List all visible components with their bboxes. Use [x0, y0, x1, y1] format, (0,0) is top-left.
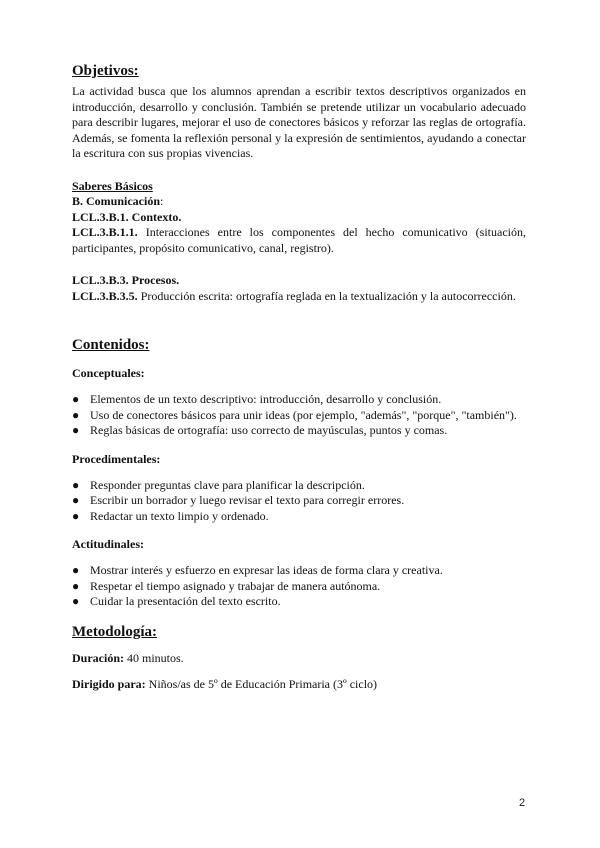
- page-number: 2: [519, 797, 526, 809]
- criterion-1-item-text: Interacciones entre los componentes del hecho comunicativo (situación, participantes, propósito comunicativo, canal, registro).: [72, 225, 526, 255]
- bullet-icon: ●: [72, 423, 80, 437]
- duracion-label: Duración:: [72, 650, 124, 665]
- objetivos-paragraph: La actividad busca que los alumnos aprendan a escribir textos descriptivos organizados en introducción, desarrollo y conclusión. También se pretende utilizar un vocabulario adecuado para describir lugares, mejorar el uso de conectores básicos y reforzar las reglas de ortografía. Además, se fomenta la reflexión personal y la expresión de sentimientos, ayudando a conectar la escritura con sus propias vivencias.: [72, 84, 526, 160]
- conceptuales-list: [72, 392, 526, 439]
- duracion-line: [72, 651, 526, 667]
- procedimentales-list: [72, 478, 526, 525]
- document-page: [72, 62, 526, 693]
- saberes-heading: Saberes Básicos: [72, 178, 153, 193]
- conceptuales-label: Conceptuales:: [72, 366, 145, 380]
- list-item: ● Respetar el tiempo asignado y trabajar de manera autónoma.: [72, 578, 381, 593]
- criterion-1-code: LCL.3.B.1. Contexto.: [72, 209, 182, 224]
- actitudinales-label: Actitudinales:: [72, 537, 144, 551]
- list-item: ● Mostrar interés y esfuerzo en expresar las ideas de forma clara y creativa.: [72, 563, 443, 577]
- criterion-3-item-code: LCL.3.B.3.5.: [72, 288, 138, 303]
- bullet-icon: ●: [72, 508, 80, 523]
- bullet-icon: ●: [72, 578, 80, 593]
- dirigido-value: Niños/as de 5º de Educación Primaria (3º ciclo): [145, 677, 378, 691]
- dirigido-label: Dirigido para:: [72, 677, 146, 691]
- dirigido-line: [72, 677, 526, 693]
- list-item: ● Cuidar la presentación del texto escrito.: [72, 594, 281, 608]
- list-item: ● Elementos de un texto descriptivo: introducción, desarrollo y conclusión.: [72, 392, 442, 406]
- bullet-icon: ●: [72, 563, 80, 577]
- objetivos-heading: Objetivos:: [72, 63, 139, 79]
- contenidos-heading: Contenidos:: [72, 337, 150, 353]
- list-item: ● Reglas básicas de ortografía: uso correcto de mayúsculas, puntos y comas.: [72, 423, 448, 437]
- metodologia-heading: Metodología:: [72, 623, 157, 640]
- actitudinales-list: [72, 563, 526, 610]
- criterion-3-item-text: Producción escrita: ortografía reglada en la textualización y la autocorrección.: [137, 288, 516, 303]
- criterion-1-item: [72, 225, 526, 256]
- bullet-icon: ●: [72, 392, 80, 406]
- bullet-icon: ●: [72, 407, 80, 422]
- criterion-1-item-code: LCL.3.B.1.1.: [72, 225, 138, 239]
- block-label: B. Comunicación: [72, 194, 161, 208]
- bullet-icon: ●: [72, 594, 80, 608]
- bullet-icon: ●: [72, 477, 80, 492]
- duracion-value: 40 minutos.: [124, 650, 184, 665]
- saberes-section: [72, 179, 526, 305]
- list-item: ● Redactar un texto limpio y ordenado.: [72, 508, 269, 523]
- list-item: ● Escribir un borrador y luego revisar el texto para corregir errores.: [72, 493, 405, 507]
- block-colon: :: [160, 194, 164, 208]
- list-item: ● Responder preguntas clave para planificar la descripción.: [72, 477, 365, 492]
- criterion-3-code: LCL.3.B.3. Procesos.: [72, 273, 180, 287]
- criterion-3-item: [72, 289, 526, 305]
- list-item: ● Uso de conectores básicos para unir ideas (por ejemplo, "además", "porque", "también").: [72, 407, 517, 422]
- procedimentales-label: Procedimentales:: [72, 451, 161, 466]
- bullet-icon: ●: [72, 493, 80, 507]
